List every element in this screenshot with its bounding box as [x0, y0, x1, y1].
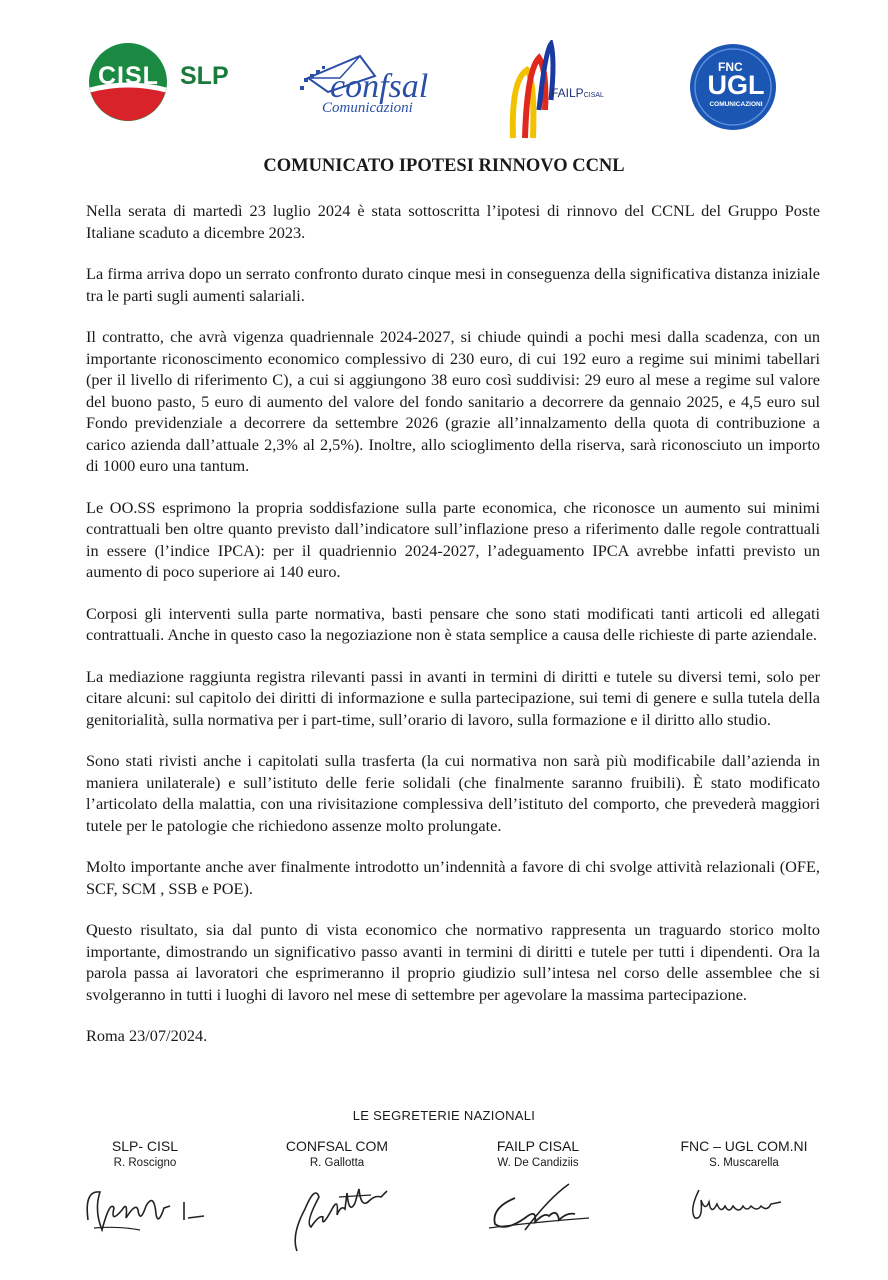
- signatory-failp-cisal: [438, 1138, 638, 1169]
- paragraph: Questo risultato, sia dal punto di vista economico che normativo rappresenta un traguardo storico molto importante, dimostrando un significativo passo avanti in termini di diritti e tutele per tutti i dipendenti. Ora la parola passa ai lavoratori che esprimeranno il proprio giudizio sull’intesa nel corso delle assemblee che si svolgeranno in tutti i luoghi di lavoro nel mese di settembre per agevolare la massima partecipazione.: [86, 920, 820, 1004]
- signatory-org: SLP- CISL: [111, 1138, 179, 1154]
- cisal-name: CISAL: [583, 92, 604, 99]
- confsal-comunicazioni-text: Comunicazioni: [322, 100, 413, 116]
- signatory-name: R. Roscigno: [113, 1157, 177, 1169]
- paragraph: Corposi gli interventi sulla parte normativa, basti pensare che sono stati modificati tanti articoli ed allegati contrattuali. Anche in questo caso la negoziazione non è stata semplice a causa delle richieste di parte aziendale.: [86, 603, 820, 644]
- signatory-org: CONFSAL COM: [285, 1138, 389, 1154]
- signature-roscigno: [80, 1180, 210, 1240]
- ugl-comunicazioni-text: COMUNICAZIONI: [709, 101, 763, 108]
- place-date: Roma 23/07/2024.: [86, 1026, 208, 1045]
- segreterie-heading: LE SEGRETERIE NAZIONALI: [352, 1108, 536, 1123]
- cisl-logo-text: CISL: [98, 62, 159, 90]
- document-body: [86, 200, 820, 1067]
- signatory-org: FAILP CISAL: [496, 1138, 580, 1154]
- signatory-org: FNC – UGL COM.NI: [680, 1138, 808, 1154]
- confsal-logo-text: confsal: [330, 68, 429, 105]
- signature-muscarella: [685, 1182, 795, 1232]
- paragraph: Sono stati rivisti anche i capitolati sulla trasferta (la cui normativa non sarà più modificabile dall’azienda in maniera unilaterale) e sull’istituto delle ferie solidali (che finalmente saranno fruibili). È stato modificato l’articolato della malattia, con una rivisitazione complessiva dell’istituto del comporto, che prevederà maggiori tutele per le patologie che richiedono assenze molto prolungate.: [86, 751, 820, 835]
- signature-gallotta: [285, 1175, 395, 1255]
- document-title: COMUNICATO IPOTESI RINNOVO CCNL: [263, 156, 625, 176]
- signature-de-candiziis: [485, 1178, 595, 1238]
- fnc-logo-text: FNC: [718, 60, 743, 74]
- paragraph: Le OO.SS esprimono la propria soddisfazione sulla parte economica, che riconosce un aumento sui minimi contrattuali ben oltre quanto previsto dall’indicatore sull’inflazione preso a riferimento dalle regole contrattuali in essere (l’indice IPCA): per il quadriennio 2024-2027, l’adeguamento IPCA avrebbe infatti previsto un aumento di poco superiore ai 140 euro.: [86, 497, 820, 581]
- slp-logo-text: SLP: [180, 62, 229, 90]
- ugl-logo-text: UGL: [707, 70, 765, 100]
- paragraph: Nella serata di martedì 23 luglio 2024 è stata sottoscritta l’ipotesi di rinnovo del CCNL del Gruppo Poste Italiane scaduto a dicembre 2023.: [86, 201, 820, 242]
- failp-name: FAILP: [551, 86, 584, 100]
- paragraph: La mediazione raggiunta registra rilevanti passi in avanti in termini di diritti e tutele su diversi temi, solo per citare alcuni: sul capitolo dei diritti di informazione e sulla partecipazione, sui temi di genere e sulla tutela della genitorialità, sulla normativa per i part-time, sull’orario di lavoro, sulla formazione e il diritto allo studio.: [86, 666, 820, 729]
- signatory-fnc-ugl: [644, 1138, 844, 1169]
- signatory-name: R. Gallotta: [309, 1157, 365, 1169]
- signatory-name: S. Muscarella: [709, 1157, 779, 1169]
- paragraph: Il contratto, che avrà vigenza quadriennale 2024-2027, si chiude quindi a pochi mesi dalla scadenza, con un importante riconoscimento economico complessivo di 230 euro, di cui 192 euro a regime sui minimi tabellari (per il livello di riferimento C), a cui si aggiungono 38 euro così suddivisi: 29 euro al mese a regime sul valore del buono pasto, 5 euro di aumento del valore del fondo sanitario a decorrere da gennaio 2025, e 4,5 euro sul Fondo previdenziale a decorrere da settembre 2026 (grazie all’innalzamento della quota di contribuzione a carico azienda dall’attuale 2,3% al 2,5%). Inoltre, allo scioglimento della riserva, sarà riconosciuto un importo di 1000 euro una tantum.: [86, 327, 820, 475]
- paragraph: La firma arriva dopo un serrato confronto durato cinque mesi in conseguenza della significativa distanza iniziale tra le parti sugli aumenti salariali.: [86, 264, 820, 305]
- signatory-name: W. De Candiziis: [497, 1157, 579, 1169]
- paragraph: Molto importante anche aver finalmente introdotto un’indennità a favore di chi svolge attività relazionali (OFE, SCF, SCM , SSB e POE).: [86, 857, 820, 898]
- failp-logo-text: [551, 86, 604, 100]
- signatory-confsal-com: [237, 1138, 437, 1169]
- signatory-slp-cisl: [45, 1138, 245, 1169]
